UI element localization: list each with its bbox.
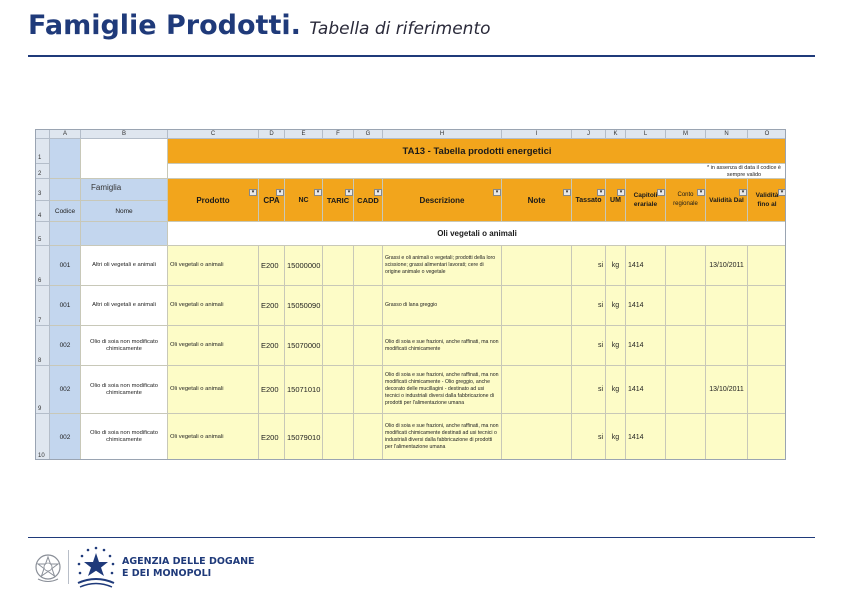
row4-empty-14-cell[interactable] xyxy=(748,366,786,414)
agency-name-line2: E DEI MONOPOLI xyxy=(122,568,212,579)
row1-nome-cell[interactable] xyxy=(81,246,168,286)
row3-codice-cell[interactable] xyxy=(50,326,81,366)
row3-empty-5-cell[interactable] xyxy=(323,326,354,366)
row3-empty-14-cell[interactable] xyxy=(748,326,786,366)
row1-descrizione-cell[interactable] xyxy=(383,246,502,286)
filter-um-button[interactable]: ▾ xyxy=(617,189,625,196)
row4-nc-cell[interactable] xyxy=(285,366,323,414)
row3-um-cell[interactable] xyxy=(606,326,626,366)
row2-um: kg xyxy=(611,302,620,309)
row5-tassato: si xyxy=(597,433,603,441)
top-divider xyxy=(28,55,815,57)
col-header-o: O xyxy=(748,130,786,139)
agency-name xyxy=(122,556,255,580)
header-um: UM xyxy=(606,179,626,222)
row1-empty-6-cell[interactable] xyxy=(354,246,383,286)
row1-codice-cell[interactable] xyxy=(50,246,81,286)
row1-nc: 15000000 xyxy=(287,261,321,270)
row3-nc-cell[interactable] xyxy=(285,326,323,366)
header-descrizione: Descrizione xyxy=(383,179,502,222)
col-header-e: E xyxy=(285,130,323,139)
row3-nome-cell[interactable] xyxy=(81,326,168,366)
row4-codice: 002 xyxy=(59,386,71,393)
row3-dal-cell[interactable] xyxy=(706,326,748,366)
filter-note-button[interactable]: ▾ xyxy=(563,189,571,196)
header-note: Note xyxy=(502,179,572,222)
row4-capitolo: 1414 xyxy=(628,386,644,393)
row2-nome-cell[interactable] xyxy=(81,286,168,326)
footer-separator xyxy=(68,550,69,584)
page-title xyxy=(28,10,491,41)
header-cpa: CPA xyxy=(259,179,285,222)
row4-nc: 15071010 xyxy=(287,385,321,394)
row4-cpa-cell[interactable] xyxy=(259,366,285,414)
header-prodotto: Prodotto xyxy=(168,179,259,222)
row1-capitolo-cell[interactable] xyxy=(626,246,666,286)
row1-codice: 001 xyxy=(59,262,71,269)
row3-um: kg xyxy=(611,342,620,349)
header-capitoli: Capitoli erariale xyxy=(626,179,666,222)
republic-emblem-icon xyxy=(33,552,63,584)
row4-codice-cell[interactable] xyxy=(50,366,81,414)
row3-nc: 15070000 xyxy=(287,341,321,350)
row3-empty-12-cell[interactable] xyxy=(666,326,706,366)
row-header-3: 3 xyxy=(36,179,50,201)
row5-empty-14-cell[interactable] xyxy=(748,414,786,460)
row1-empty-5-cell[interactable] xyxy=(323,246,354,286)
row2-codice: 001 xyxy=(59,302,71,309)
row3-nome: Olio di soia non modificato chimicamente xyxy=(90,338,158,352)
row3-capitolo: 1414 xyxy=(628,342,644,349)
row1-um-cell[interactable] xyxy=(606,246,626,286)
row5-codice-cell[interactable] xyxy=(50,414,81,460)
row4-dal-cell[interactable] xyxy=(706,366,748,414)
filter-conto-button[interactable]: ▾ xyxy=(697,189,705,196)
row1-um: kg xyxy=(611,262,620,269)
row-header-7: 7 xyxy=(36,286,50,326)
filter-taric-button[interactable]: ▾ xyxy=(345,189,353,196)
row2-descrizione: Grasso di lana greggio xyxy=(385,302,438,308)
row5-nc-cell[interactable] xyxy=(285,414,323,460)
col-header-a: A xyxy=(50,130,81,139)
row1-capitolo: 1414 xyxy=(628,262,644,269)
col-header-l: L xyxy=(626,130,666,139)
agency-star-logo-icon xyxy=(74,545,118,589)
row5-descrizione-cell[interactable] xyxy=(383,414,502,460)
cell-b5 xyxy=(81,222,168,246)
row2-tassato-cell[interactable] xyxy=(572,286,606,326)
table-title: TA13 - Tabella prodotti energetici xyxy=(168,139,786,164)
col-header-k: K xyxy=(606,130,626,139)
row4-empty-12-cell[interactable] xyxy=(666,366,706,414)
row2-codice-cell[interactable] xyxy=(50,286,81,326)
row2-um-cell[interactable] xyxy=(606,286,626,326)
row-header-8: 8 xyxy=(36,326,50,366)
col-header-c: C xyxy=(168,130,259,139)
cell-a3 xyxy=(50,179,81,201)
row4-descrizione-cell[interactable] xyxy=(383,366,502,414)
row4-tassato: si xyxy=(597,386,603,393)
section-title: Oli vegetali o animali xyxy=(168,222,786,246)
row2-prodotto-cell[interactable] xyxy=(168,286,259,326)
row5-empty-8-cell[interactable] xyxy=(502,414,572,460)
filter-prodotto-button[interactable]: ▾ xyxy=(249,189,257,196)
row2-cpa: E200 xyxy=(261,301,279,310)
row2-prodotto: Oli vegetali o animali xyxy=(170,302,224,308)
filter-validita-dal-button[interactable]: ▾ xyxy=(739,189,747,196)
row5-empty-6-cell[interactable] xyxy=(354,414,383,460)
header-cadd: CADD xyxy=(354,179,383,222)
row1-tassato: si xyxy=(597,262,603,269)
row5-capitolo-cell[interactable] xyxy=(626,414,666,460)
row2-dal-cell[interactable] xyxy=(706,286,748,326)
filter-capitoli-button[interactable]: ▾ xyxy=(657,189,665,196)
row5-empty-5-cell[interactable] xyxy=(323,414,354,460)
row-header-6: 6 xyxy=(36,246,50,286)
row2-empty-6-cell[interactable] xyxy=(354,286,383,326)
row3-cpa-cell[interactable] xyxy=(259,326,285,366)
row2-blank xyxy=(168,164,786,179)
col-header-h: H xyxy=(383,130,502,139)
spreadsheet-screenshot xyxy=(35,129,786,460)
title-subtitle: Tabella di riferimento xyxy=(309,19,491,39)
row5-codice: 002 xyxy=(59,433,71,441)
header-tassato: Tassato xyxy=(572,179,606,222)
header-codice: Codice xyxy=(50,201,81,222)
row3-prodotto: Oli vegetali o animali xyxy=(170,342,224,348)
row5-descrizione: Olio di soia e sue frazioni, anche raffinati, ma non modificati chimicamente destinati ad usi tecnici o industriali diversi dalla fabbricazione di prodotti per l'alimentazione umana xyxy=(385,423,499,450)
row2-empty-8-cell[interactable] xyxy=(502,286,572,326)
filter-descrizione-button[interactable]: ▾ xyxy=(493,189,501,196)
row3-descrizione-cell[interactable] xyxy=(383,326,502,366)
col-header-g: G xyxy=(354,130,383,139)
filter-cpa-button[interactable]: ▾ xyxy=(276,189,284,196)
row2-nome: Altri oli vegetali e animali xyxy=(92,302,156,308)
header-validita-fino: Validità fino al xyxy=(748,179,786,222)
row1-empty-12-cell[interactable] xyxy=(666,246,706,286)
cell-b1-b2 xyxy=(81,139,168,179)
row3-tassato: si xyxy=(597,342,603,349)
row3-empty-6-cell[interactable] xyxy=(354,326,383,366)
row-header-5: 5 xyxy=(36,222,50,246)
row1-empty-14-cell[interactable] xyxy=(748,246,786,286)
row4-nome: Olio di soia non modificato chimicamente xyxy=(90,382,158,396)
row2-cpa-cell[interactable] xyxy=(259,286,285,326)
row4-empty-6-cell[interactable] xyxy=(354,366,383,414)
row1-nc-cell[interactable] xyxy=(285,246,323,286)
bottom-divider xyxy=(28,537,815,538)
filter-validita-fino-button[interactable]: ▾ xyxy=(778,189,786,196)
row4-tassato-cell[interactable] xyxy=(572,366,606,414)
col-header-d: D xyxy=(259,130,285,139)
validity-note: * in assenza di data il codice è sempre valido xyxy=(707,165,781,178)
row4-empty-5-cell[interactable] xyxy=(323,366,354,414)
row4-cpa: E200 xyxy=(261,385,279,394)
row3-cpa: E200 xyxy=(261,341,279,350)
header-conto: Conto regionale xyxy=(666,179,706,222)
row1-prodotto-cell[interactable] xyxy=(168,246,259,286)
cell-a1-a2 xyxy=(50,139,81,179)
row1-dal: 13/10/2011 xyxy=(709,262,744,269)
row2-nc-cell[interactable] xyxy=(285,286,323,326)
row3-codice: 002 xyxy=(59,342,71,349)
row3-capitolo-cell[interactable] xyxy=(626,326,666,366)
row5-dal-cell[interactable] xyxy=(706,414,748,460)
row4-um: kg xyxy=(611,386,620,393)
header-nome: Nome xyxy=(81,201,168,222)
row4-prodotto-cell[interactable] xyxy=(168,366,259,414)
col-header-m: M xyxy=(666,130,706,139)
row1-nome: Altri oli vegetali e animali xyxy=(92,262,156,268)
row1-cpa: E200 xyxy=(261,261,279,270)
row5-prodotto: Oli vegetali o animali xyxy=(170,433,224,440)
col-header-b: B xyxy=(81,130,168,139)
row3-empty-8-cell[interactable] xyxy=(502,326,572,366)
row1-empty-8-cell[interactable] xyxy=(502,246,572,286)
row1-prodotto: Oli vegetali o animali xyxy=(170,262,224,268)
row4-um-cell[interactable] xyxy=(606,366,626,414)
row2-empty-5-cell[interactable] xyxy=(323,286,354,326)
title-main: Famiglie Prodotti. xyxy=(28,10,301,41)
header-taric: TARIC xyxy=(323,179,354,222)
row5-um: kg xyxy=(611,433,620,441)
row3-tassato-cell[interactable] xyxy=(572,326,606,366)
row5-nc: 15079010 xyxy=(287,432,321,442)
row2-capitolo-cell[interactable] xyxy=(626,286,666,326)
row4-descrizione: Olio di soia e sue frazioni, anche raffinati, ma non modificati chimicamente - Olio greggio, anche decorato delle mucillagini - destinato ad usi tecnici o industriali diversi dalla fabbricazione di prodotti per l'alimentazione umana xyxy=(385,372,499,406)
famiglia-label: Famiglia xyxy=(81,179,168,201)
row5-tassato-cell[interactable] xyxy=(572,414,606,460)
row4-capitolo-cell[interactable] xyxy=(626,366,666,414)
row-header-2: 2 xyxy=(36,164,50,179)
filter-cadd-button[interactable]: ▾ xyxy=(374,189,382,196)
row5-capitolo: 1414 xyxy=(628,433,644,441)
filter-nc-button[interactable]: ▾ xyxy=(314,189,322,196)
header-nc: NC xyxy=(285,179,323,222)
row5-prodotto-cell[interactable] xyxy=(168,414,259,460)
corner-cell xyxy=(36,130,50,139)
row5-empty-12-cell[interactable] xyxy=(666,414,706,460)
row1-descrizione: Grassi e oli animali o vegetali; prodotti della loro scissione; grassi alimentari lavorati; cere di origine animale o vegetale xyxy=(385,255,496,275)
header-validita-dal: Validità Dal xyxy=(706,179,748,222)
row2-capitolo: 1414 xyxy=(628,302,644,309)
row-header-1: 1 xyxy=(36,139,50,164)
row5-cpa-cell[interactable] xyxy=(259,414,285,460)
row1-tassato-cell[interactable] xyxy=(572,246,606,286)
col-header-n: N xyxy=(706,130,748,139)
row-header-10: 10 xyxy=(36,414,50,460)
row3-prodotto-cell[interactable] xyxy=(168,326,259,366)
col-header-f: F xyxy=(323,130,354,139)
row2-empty-14-cell[interactable] xyxy=(748,286,786,326)
row5-nome-cell[interactable] xyxy=(81,414,168,460)
row5-um-cell[interactable] xyxy=(606,414,626,460)
row5-cpa: E200 xyxy=(261,432,279,442)
row2-empty-12-cell[interactable] xyxy=(666,286,706,326)
row3-descrizione: Olio di soia e sue frazioni, anche raffinati, ma non modificati chimicamente xyxy=(385,338,499,352)
filter-tassato-button[interactable]: ▾ xyxy=(597,189,605,196)
col-header-i: I xyxy=(502,130,572,139)
row-header-4: 4 xyxy=(36,201,50,222)
row1-cpa-cell[interactable] xyxy=(259,246,285,286)
row4-nome-cell[interactable] xyxy=(81,366,168,414)
row-header-9: 9 xyxy=(36,366,50,414)
row2-descrizione-cell[interactable] xyxy=(383,286,502,326)
col-header-j: J xyxy=(572,130,606,139)
agency-name-line1: AGENZIA DELLE DOGANE xyxy=(122,556,255,567)
row4-dal: 13/10/2011 xyxy=(709,386,744,393)
row2-tassato: si xyxy=(597,302,603,309)
row4-prodotto: Oli vegetali o animali xyxy=(170,386,224,392)
row2-nc: 15050090 xyxy=(287,301,321,310)
row4-empty-8-cell[interactable] xyxy=(502,366,572,414)
cell-a5 xyxy=(50,222,81,246)
row5-nome: Olio di soia non modificato chimicamente xyxy=(90,430,158,443)
row1-dal-cell[interactable] xyxy=(706,246,748,286)
